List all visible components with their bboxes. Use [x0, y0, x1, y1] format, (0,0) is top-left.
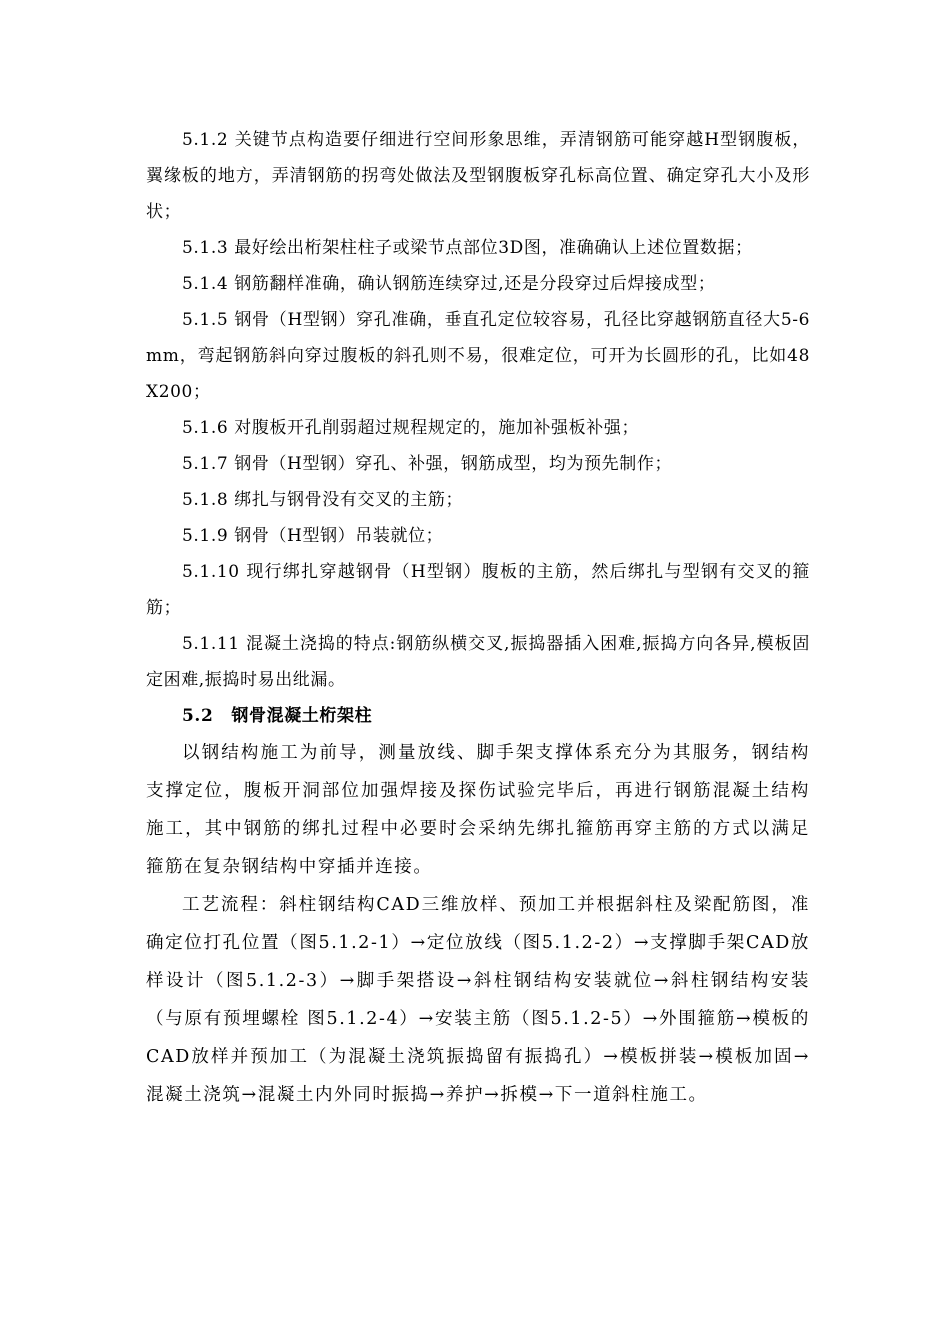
clause-5-1-4: 5.1.4 钢筋翻样准确，确认钢筋连续穿过,还是分段穿过后焊接成型； — [182, 274, 716, 294]
section-number: 5.2 — [182, 706, 214, 726]
intro-paragraph: 以钢结构施工为前导，测量放线、脚手架支撑体系充分为其服务，钢结构支撑定位，腹板开洞部位加强焊接及探伤试验完毕后，再进行钢筋混凝土结构施工，其中钢筋的绑扎过程中必要时会采纳先绑扎箍筋再穿主筋的方式以满足箍筋在复杂钢结构中穿插并连接。 — [146, 743, 810, 877]
section-title: 钢骨混凝土桁架柱 — [231, 706, 373, 726]
clause-5-1-5: 5.1.5 钢骨（H型钢）穿孔准确，垂直孔定位较容易，孔径比穿越钢筋直径大5-6mm，弯起钢筋斜向穿过腹板的斜孔则不易，很难定位，可开为长圆形的孔，比如48X200； — [146, 310, 810, 402]
clause-5-1-3: 5.1.3 最好绘出桁架柱柱子或梁节点部位3D图，准确确认上述位置数据； — [182, 238, 753, 258]
clause-5-1-9: 5.1.9 钢骨（H型钢）吊装就位； — [182, 526, 444, 546]
process-flow-paragraph: 工艺流程：斜柱钢结构CAD三维放样、预加工并根据斜柱及梁配筋图，准确定位打孔位置（图5.1.2-1）→定位放线（图5.1.2-2）→支撑脚手架CAD放样设计（图5.1.2-3）→脚手架搭设→斜柱钢结构安装就位→斜柱钢结构安装（与原有预埋螺栓 图5.1.2-4）→安装主筋（图5.1.2-5）→外围箍筋→模板的CAD放样并预加工（为混凝土浇筑振捣留有振捣孔）→模板拼装→模板加固→混凝土浇筑→混凝土内外同时振捣→养护→拆模→下一道斜柱施工。 — [146, 895, 810, 1105]
clause-5-1-11: 5.1.11 混凝土浇捣的特点:钢筋纵横交叉,振捣器插入困难,振捣方向各异,模板固定困难,振捣时易出纰漏。 — [146, 634, 810, 690]
clause-5-1-6: 5.1.6 对腹板开孔削弱超过规程规定的，施加补强板补强； — [182, 418, 640, 438]
clause-5-1-7: 5.1.7 钢骨（H型钢）穿孔、补强，钢筋成型，均为预先制作； — [182, 454, 673, 474]
clause-5-1-8: 5.1.8 绑扎与钢骨没有交叉的主筋； — [182, 490, 464, 510]
clause-5-1-2: 5.1.2 关键节点构造要仔细进行空间形象思维，弄清钢筋可能穿越H型钢腹板，翼缘板的地方，弄清钢筋的拐弯处做法及型钢腹板穿孔标高位置、确定穿孔大小及形状； — [146, 130, 810, 222]
document-content — [146, 122, 810, 1114]
section-heading — [146, 698, 810, 734]
clause-5-1-10: 5.1.10 现行绑扎穿越钢骨（H型钢）腹板的主筋，然后绑扎与型钢有交叉的箍筋； — [146, 562, 810, 618]
